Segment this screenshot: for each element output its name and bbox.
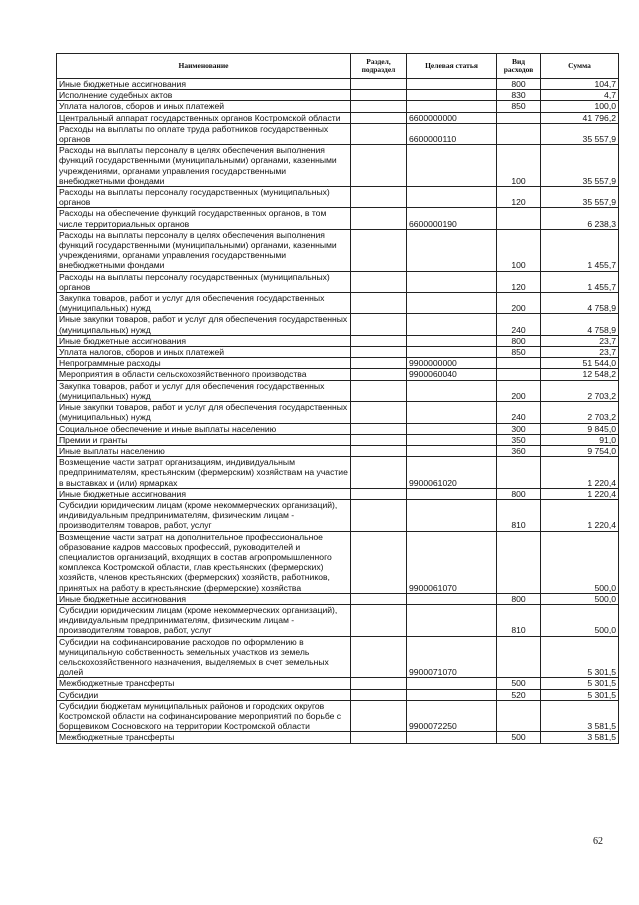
table-row <box>57 445 619 456</box>
row-name-cell: Возмещение части затрат на дополнительное профессиональное образование кадров массовых профессий, руководителей и специалистов организаций, входящих в состав агропромышленного комплекса Костромской области, глав крестьянских (фермерских) хозяйств, членов крестьянских (фермерских) хозяйств, работников, принятых на работу в крестьянские (фермерские) хозяйства <box>57 531 351 593</box>
table-row <box>57 423 619 434</box>
table-row <box>57 488 619 499</box>
table-row <box>57 457 619 489</box>
row-section-cell <box>351 145 407 187</box>
row-kind-cell: 300 <box>497 423 541 434</box>
row-sum-cell: 1 455,7 <box>541 229 619 271</box>
row-kind-cell <box>497 457 541 489</box>
row-kind-cell: 800 <box>497 593 541 604</box>
row-name-cell: Социальное обеспечение и иные выплаты населению <box>57 423 351 434</box>
row-kind-cell: 120 <box>497 187 541 208</box>
row-sum-cell: 5 301,5 <box>541 689 619 700</box>
row-section-cell <box>351 123 407 144</box>
row-sum-cell: 23,7 <box>541 347 619 358</box>
row-target-cell: 9900061070 <box>407 531 497 593</box>
table-row <box>57 402 619 423</box>
row-kind-cell <box>497 636 541 678</box>
row-name-cell: Межбюджетные трансферты <box>57 732 351 743</box>
row-sum-cell: 104,7 <box>541 79 619 90</box>
row-sum-cell: 1 455,7 <box>541 271 619 292</box>
row-kind-cell <box>497 112 541 123</box>
table-row <box>57 347 619 358</box>
table-row <box>57 434 619 445</box>
row-name-cell: Субсидии бюджетам муниципальных районов и городских округов Костромской области на софинансирование мероприятий по борьбе с борщевиком Сосновского на территории Костромской области <box>57 700 351 732</box>
row-name-cell: Иные закупки товаров, работ и услуг для обеспечения государственных (муниципальных) нужд <box>57 314 351 335</box>
table-header <box>57 54 619 79</box>
row-target-cell: 9900000000 <box>407 358 497 369</box>
row-target-cell <box>407 445 497 456</box>
budget-table <box>56 53 619 744</box>
row-name-cell: Премии и гранты <box>57 434 351 445</box>
row-section-cell <box>351 369 407 380</box>
row-name-cell: Закупка товаров, работ и услуг для обеспечения государственных (муниципальных) нужд <box>57 380 351 401</box>
header-sum: Сумма <box>541 54 619 79</box>
table-row <box>57 208 619 229</box>
row-kind-cell <box>497 531 541 593</box>
row-name-cell: Межбюджетные трансферты <box>57 678 351 689</box>
row-target-cell <box>407 604 497 636</box>
row-section-cell <box>351 293 407 314</box>
row-target-cell <box>407 101 497 112</box>
table-row <box>57 358 619 369</box>
row-sum-cell: 3 581,5 <box>541 732 619 743</box>
row-kind-cell <box>497 369 541 380</box>
row-section-cell <box>351 732 407 743</box>
row-target-cell <box>407 145 497 187</box>
table-row <box>57 531 619 593</box>
row-section-cell <box>351 678 407 689</box>
row-section-cell <box>351 229 407 271</box>
row-target-cell: 6600000190 <box>407 208 497 229</box>
row-target-cell: 9900060040 <box>407 369 497 380</box>
header-row <box>57 54 619 79</box>
row-target-cell <box>407 499 497 531</box>
row-sum-cell: 500,0 <box>541 604 619 636</box>
row-sum-cell: 51 544,0 <box>541 358 619 369</box>
row-name-cell: Уплата налогов, сборов и иных платежей <box>57 101 351 112</box>
row-target-cell: 6600000000 <box>407 112 497 123</box>
header-kind: Вид расходов <box>497 54 541 79</box>
row-kind-cell: 240 <box>497 402 541 423</box>
row-name-cell: Непрограммные расходы <box>57 358 351 369</box>
header-section: Раздел, подраздел <box>351 54 407 79</box>
row-sum-cell: 2 703,2 <box>541 380 619 401</box>
row-section-cell <box>351 531 407 593</box>
table-row <box>57 229 619 271</box>
row-name-cell: Расходы на выплаты персоналу государственных (муниципальных) органов <box>57 187 351 208</box>
row-name-cell: Мероприятия в области сельскохозяйственного производства <box>57 369 351 380</box>
table-row <box>57 271 619 292</box>
table-row <box>57 636 619 678</box>
row-section-cell <box>351 271 407 292</box>
row-name-cell: Центральный аппарат государственных органов Костромской области <box>57 112 351 123</box>
row-sum-cell: 35 557,9 <box>541 145 619 187</box>
table-row <box>57 380 619 401</box>
row-target-cell <box>407 380 497 401</box>
row-section-cell <box>351 636 407 678</box>
row-section-cell <box>351 380 407 401</box>
table-row <box>57 499 619 531</box>
row-kind-cell: 100 <box>497 229 541 271</box>
row-target-cell: 9900072250 <box>407 700 497 732</box>
row-sum-cell: 2 703,2 <box>541 402 619 423</box>
table-row <box>57 369 619 380</box>
table-row <box>57 187 619 208</box>
row-kind-cell: 850 <box>497 347 541 358</box>
table-body <box>57 79 619 744</box>
row-section-cell <box>351 499 407 531</box>
row-sum-cell: 500,0 <box>541 531 619 593</box>
row-target-cell <box>407 402 497 423</box>
row-kind-cell: 800 <box>497 335 541 346</box>
row-name-cell: Расходы на обеспечение функций государственных органов, в том числе территориальных органов <box>57 208 351 229</box>
row-target-cell <box>407 347 497 358</box>
row-target-cell <box>407 314 497 335</box>
row-kind-cell: 830 <box>497 90 541 101</box>
row-kind-cell <box>497 208 541 229</box>
row-kind-cell <box>497 358 541 369</box>
row-section-cell <box>351 689 407 700</box>
row-kind-cell: 800 <box>497 488 541 499</box>
row-sum-cell: 9 845,0 <box>541 423 619 434</box>
row-section-cell <box>351 593 407 604</box>
row-name-cell: Иные бюджетные ассигнования <box>57 79 351 90</box>
budget-table-container <box>56 53 618 744</box>
row-section-cell <box>351 79 407 90</box>
row-sum-cell: 1 220,4 <box>541 457 619 489</box>
row-target-cell: 9900061020 <box>407 457 497 489</box>
row-target-cell <box>407 593 497 604</box>
table-row <box>57 732 619 743</box>
table-row <box>57 79 619 90</box>
row-sum-cell: 35 557,9 <box>541 123 619 144</box>
row-kind-cell: 350 <box>497 434 541 445</box>
row-name-cell: Иные выплаты населению <box>57 445 351 456</box>
table-row <box>57 678 619 689</box>
row-sum-cell: 1 220,4 <box>541 488 619 499</box>
row-target-cell <box>407 488 497 499</box>
row-section-cell <box>351 488 407 499</box>
row-sum-cell: 4 758,9 <box>541 314 619 335</box>
row-name-cell: Расходы на выплаты персоналу государственных (муниципальных) органов <box>57 271 351 292</box>
row-section-cell <box>351 434 407 445</box>
row-target-cell <box>407 423 497 434</box>
row-name-cell: Иные бюджетные ассигнования <box>57 488 351 499</box>
row-target-cell <box>407 335 497 346</box>
row-name-cell: Субсидии юридическим лицам (кроме некоммерческих организаций), индивидуальным предпринимателям, физическим лицам - производителям товаров, работ, услуг <box>57 604 351 636</box>
row-kind-cell: 100 <box>497 145 541 187</box>
row-sum-cell: 100,0 <box>541 101 619 112</box>
row-section-cell <box>351 604 407 636</box>
row-sum-cell: 5 301,5 <box>541 678 619 689</box>
row-sum-cell: 500,0 <box>541 593 619 604</box>
header-name: Наименование <box>57 54 351 79</box>
row-kind-cell: 500 <box>497 678 541 689</box>
row-name-cell: Расходы на выплаты персоналу в целях обеспечения выполнения функций государственными (муниципальными) органами, казенными учреждениями, органами управления государственными внебюджетными фондами <box>57 229 351 271</box>
row-kind-cell: 500 <box>497 732 541 743</box>
row-name-cell: Расходы на выплаты по оплате труда работников государственных органов <box>57 123 351 144</box>
row-sum-cell: 1 220,4 <box>541 499 619 531</box>
table-row <box>57 90 619 101</box>
row-sum-cell: 91,0 <box>541 434 619 445</box>
row-target-cell <box>407 187 497 208</box>
row-sum-cell: 5 301,5 <box>541 636 619 678</box>
row-section-cell <box>351 314 407 335</box>
row-kind-cell: 850 <box>497 101 541 112</box>
row-section-cell <box>351 700 407 732</box>
row-section-cell <box>351 457 407 489</box>
row-name-cell: Расходы на выплаты персоналу в целях обеспечения выполнения функций государственными (муниципальными) органами, казенными учреждениями, органами управления государственными внебюджетными фондами <box>57 145 351 187</box>
row-sum-cell: 3 581,5 <box>541 700 619 732</box>
table-row <box>57 689 619 700</box>
table-row <box>57 314 619 335</box>
row-section-cell <box>351 423 407 434</box>
table-row <box>57 293 619 314</box>
row-section-cell <box>351 402 407 423</box>
row-name-cell: Субсидии юридическим лицам (кроме некоммерческих организаций), индивидуальным предпринимателям, физическим лицам - производителям товаров, работ, услуг <box>57 499 351 531</box>
row-name-cell: Закупка товаров, работ и услуг для обеспечения государственных (муниципальных) нужд <box>57 293 351 314</box>
row-section-cell <box>351 187 407 208</box>
row-kind-cell: 810 <box>497 604 541 636</box>
row-target-cell <box>407 732 497 743</box>
row-sum-cell: 9 754,0 <box>541 445 619 456</box>
row-sum-cell: 23,7 <box>541 335 619 346</box>
row-section-cell <box>351 101 407 112</box>
table-row <box>57 593 619 604</box>
row-name-cell: Уплата налогов, сборов и иных платежей <box>57 347 351 358</box>
row-kind-cell: 810 <box>497 499 541 531</box>
row-target-cell <box>407 434 497 445</box>
row-sum-cell: 4,7 <box>541 90 619 101</box>
table-row <box>57 604 619 636</box>
row-target-cell <box>407 229 497 271</box>
table-row <box>57 335 619 346</box>
row-name-cell: Субсидии <box>57 689 351 700</box>
row-sum-cell: 41 796,2 <box>541 112 619 123</box>
row-target-cell: 6600000110 <box>407 123 497 144</box>
row-section-cell <box>351 347 407 358</box>
row-name-cell: Возмещение части затрат организациям, индивидуальным предпринимателям, крестьянским (фермерским) хозяйствам на участие в выставках и (или) ярмарках <box>57 457 351 489</box>
row-kind-cell: 120 <box>497 271 541 292</box>
table-row <box>57 123 619 144</box>
row-section-cell <box>351 90 407 101</box>
row-kind-cell <box>497 700 541 732</box>
row-name-cell: Иные закупки товаров, работ и услуг для обеспечения государственных (муниципальных) нужд <box>57 402 351 423</box>
row-target-cell <box>407 293 497 314</box>
table-row <box>57 145 619 187</box>
page-number: 62 <box>593 836 603 847</box>
table-row <box>57 101 619 112</box>
row-kind-cell: 800 <box>497 79 541 90</box>
table-row <box>57 112 619 123</box>
row-name-cell: Субсидии на софинансирование расходов по оформлению в муниципальную собственность земельных участков из земель сельскохозяйственного назначения, выделяемых в счет земельных долей <box>57 636 351 678</box>
row-kind-cell <box>497 123 541 144</box>
row-sum-cell: 35 557,9 <box>541 187 619 208</box>
row-sum-cell: 6 238,3 <box>541 208 619 229</box>
row-target-cell <box>407 79 497 90</box>
row-name-cell: Исполнение судебных актов <box>57 90 351 101</box>
row-kind-cell: 520 <box>497 689 541 700</box>
row-kind-cell: 240 <box>497 314 541 335</box>
row-target-cell <box>407 271 497 292</box>
row-section-cell <box>351 112 407 123</box>
table-row <box>57 700 619 732</box>
row-name-cell: Иные бюджетные ассигнования <box>57 335 351 346</box>
row-kind-cell: 200 <box>497 380 541 401</box>
row-kind-cell: 360 <box>497 445 541 456</box>
row-name-cell: Иные бюджетные ассигнования <box>57 593 351 604</box>
row-sum-cell: 12 548,2 <box>541 369 619 380</box>
row-section-cell <box>351 445 407 456</box>
row-target-cell <box>407 90 497 101</box>
row-section-cell <box>351 208 407 229</box>
header-target: Целевая статья <box>407 54 497 79</box>
row-target-cell <box>407 678 497 689</box>
row-sum-cell: 4 758,9 <box>541 293 619 314</box>
row-section-cell <box>351 335 407 346</box>
row-section-cell <box>351 358 407 369</box>
row-kind-cell: 200 <box>497 293 541 314</box>
row-target-cell <box>407 689 497 700</box>
row-target-cell: 9900071070 <box>407 636 497 678</box>
